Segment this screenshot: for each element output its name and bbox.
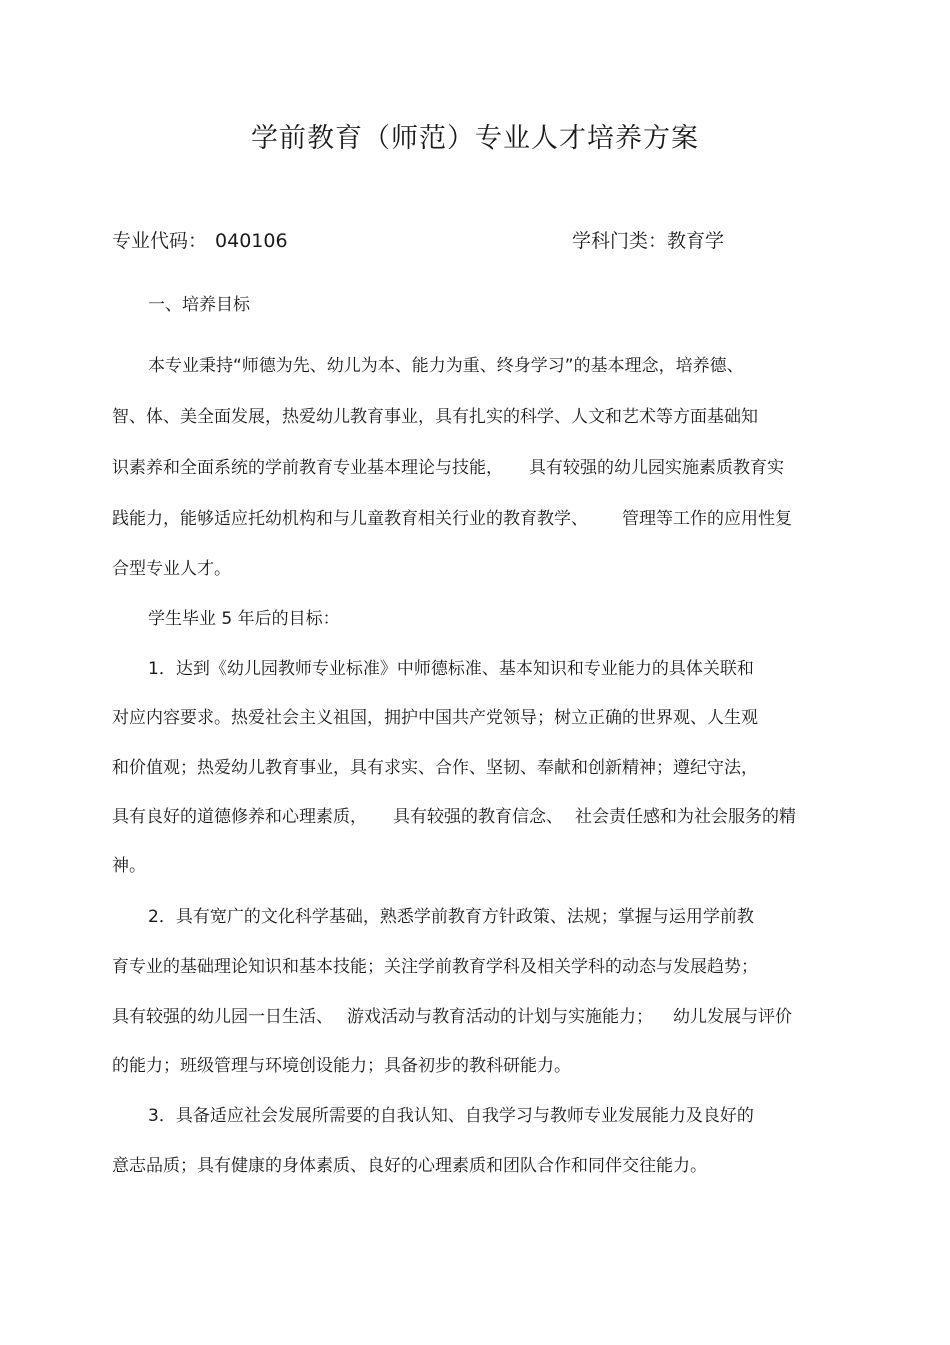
paragraph-line: 神。 — [112, 856, 146, 876]
paragraph-line — [112, 1004, 792, 1030]
major-code — [112, 226, 288, 256]
paragraph-line: 1．达到《幼儿园教师专业标准》中师德标准、基本知识和专业能力的具体关联和 — [148, 659, 754, 679]
document-title: 学前教育（师范）专业人才培养方案 — [251, 123, 699, 154]
paragraph-line: 育专业的基础理论知识和基本技能；关注学前教育学科及相关学科的动态与发展趋势； — [112, 957, 758, 977]
text-segment: 识素养和全面系统的学前教育专业基本理论与技能， — [112, 458, 503, 478]
paragraph-line: 的能力；班级管理与环境创设能力；具备初步的教科研能力。 — [112, 1056, 571, 1076]
paragraph-line: 本专业秉持“师德为先、幼儿为本、能力为重、终身学习”的基本理念，培养德、 — [148, 356, 744, 376]
text-segment: 具有较强的幼儿园实施素质教育实 — [529, 458, 784, 478]
major-code-label: 专业代码： — [112, 230, 208, 252]
text-segment: 管理等工作的应用性复 — [622, 509, 792, 529]
paragraph-line: 意志品质；具有健康的身体素质、良好的心理素质和团队合作和同伴交往能力。 — [112, 1156, 707, 1176]
paragraph-line — [112, 804, 796, 830]
text-segment: 具有较强的教育信念、 — [393, 807, 563, 827]
text-segment: 具有较强的幼儿园一日生活、 — [112, 1007, 333, 1027]
section-heading: 一、培养目标 — [148, 295, 250, 315]
paragraph-line — [112, 506, 792, 532]
text-segment: 社会责任感和为社会服务的精 — [575, 807, 796, 827]
discipline-value: 教育学 — [667, 230, 725, 252]
paragraph-line — [112, 455, 784, 481]
text-segment: 践能力，能够适应托幼机构和与儿童教育相关行业的教育教学、 — [112, 509, 588, 529]
discipline-category — [572, 226, 724, 256]
paragraph-line: 对应内容要求。热爱社会主义祖国，拥护中国共产党领导；树立正确的世界观、人生观 — [112, 708, 758, 728]
text-segment: 幼儿发展与评价 — [673, 1007, 792, 1027]
text-segment: 游戏活动与教育活动的计划与实施能力； — [347, 1007, 653, 1027]
paragraph-line: 合型专业人才。 — [112, 559, 231, 579]
paragraph-line: 3．具备适应社会发展所需要的自我认知、自我学习与教师专业发展能力及良好的 — [148, 1106, 754, 1126]
paragraph-line: 智、体、美全面发展，热爱幼儿教育事业，具有扎实的科学、人文和艺术等方面基础知 — [112, 407, 758, 427]
text-segment: 具有良好的道德修养和心理素质， — [112, 807, 367, 827]
discipline-label: 学科门类： — [572, 230, 668, 252]
goals-heading: 学生毕业 5 年后的目标： — [148, 609, 340, 629]
major-code-value: 040106 — [215, 230, 288, 252]
paragraph-line: 2．具有宽广的文化科学基础，熟悉学前教育方针政策、法规；掌握与运用学前教 — [148, 907, 754, 927]
paragraph-line: 和价值观；热爱幼儿教育事业，具有求实、合作、坚韧、奉献和创新精神；遵纪守法， — [112, 758, 758, 778]
